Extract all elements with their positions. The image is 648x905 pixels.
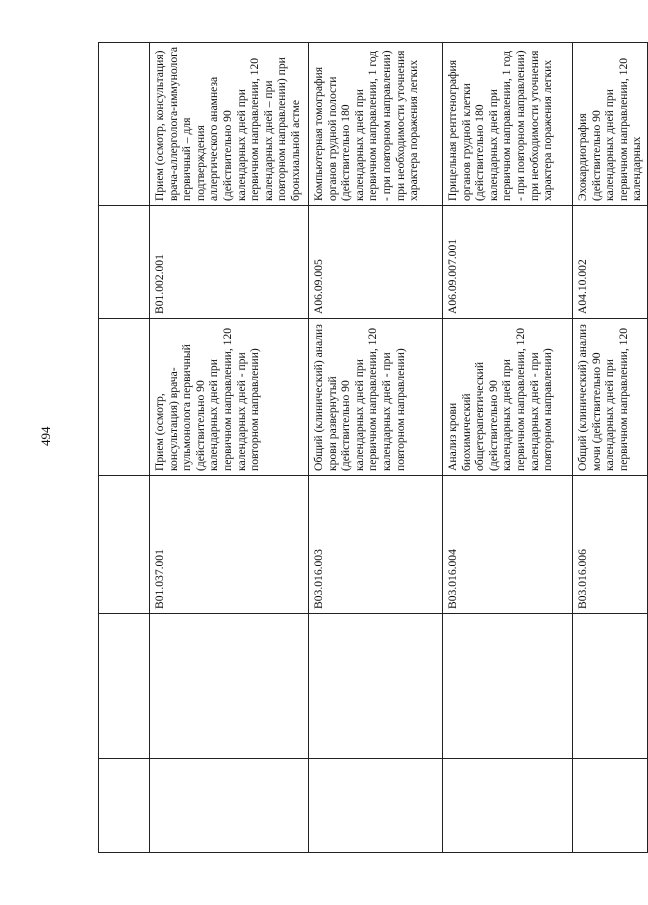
table-cell-code: B03.016.006 <box>573 476 648 614</box>
table-cell-text: Прием (осмотр, консультация) врача-пульмонолога первичный (действительно 90 календарных дней при первичном направлении, 120 календарных дней - при повторном направлении) <box>150 319 309 476</box>
table-cell-text <box>99 43 150 206</box>
table-cell-text: Компьютерная томография органов грудной полости (действительно 180 календарных дней при первичном направлении, 1 год - при повторном направлении) при необходимости уточнения характера поражения легких <box>309 43 443 206</box>
table-cell-blank <box>309 759 443 853</box>
table-cell-text: Эхокардиография (действительно 90 календарных дней при первичном направлении, 120 календарных <box>573 43 648 206</box>
table-cell-code: A06.09.005 <box>309 206 443 319</box>
table-cell-code: B01.037.001 <box>150 476 309 614</box>
table-cell-code: A04.10.002 <box>573 206 648 319</box>
table-row <box>309 43 443 853</box>
table-row <box>99 43 150 853</box>
table-cell-code <box>99 206 150 319</box>
table-cell-code: B03.016.003 <box>309 476 443 614</box>
table-row <box>150 43 309 853</box>
requirements-table <box>98 42 648 853</box>
table-cell-text <box>99 319 150 476</box>
table-cell-text: Общий (клинический) анализ мочи (действительно 90 календарных дней при первичном направлении, 120 <box>573 319 648 476</box>
table-cell-blank <box>573 759 648 853</box>
table-cell-code <box>99 476 150 614</box>
table-cell-text: Анализ крови биохимический общетерапевтический (действительно 90 календарных дней при первичном направлении, 120 календарных дней - при повторном направлении) <box>443 319 573 476</box>
table-row <box>573 43 648 853</box>
table-cell-blank <box>309 614 443 759</box>
table-cell-blank <box>573 614 648 759</box>
table-cell-blank <box>443 614 573 759</box>
table-cell-blank <box>99 759 150 853</box>
table-cell-text: Общий (клинический) анализ крови развернутый (действительно 90 календарных дней при первичном направлении, 120 календарных дней - при повторном направлении) <box>309 319 443 476</box>
table-cell-code: A06.09.007.001 <box>443 206 573 319</box>
table-cell-text: Прицельная рентгенография органов грудной клетки (действительно 180 календарных дней при первичном направлении, 1 год - при повторном направлении) при необходимости уточнения характера поражения легких <box>443 43 573 206</box>
table-cell-blank <box>443 759 573 853</box>
table-cell-blank <box>150 614 309 759</box>
table-cell-code: B01.002.001 <box>150 206 309 319</box>
table-cell-blank <box>99 614 150 759</box>
table-row <box>443 43 573 853</box>
table-cell-code: B03.016.004 <box>443 476 573 614</box>
table-cell-blank <box>150 759 309 853</box>
rotated-table-sheet <box>98 43 644 853</box>
table-cell-text: Прием (осмотр, консультация) врача-аллерголога-иммунолога первичный – для подтверждения аллергического анамнеза (действительно 90 календарных дней при первичном направлении, 120 календарных дней – при повторном направлении) при бронхиальной астме <box>150 43 309 206</box>
page-number: 494 <box>38 426 53 446</box>
